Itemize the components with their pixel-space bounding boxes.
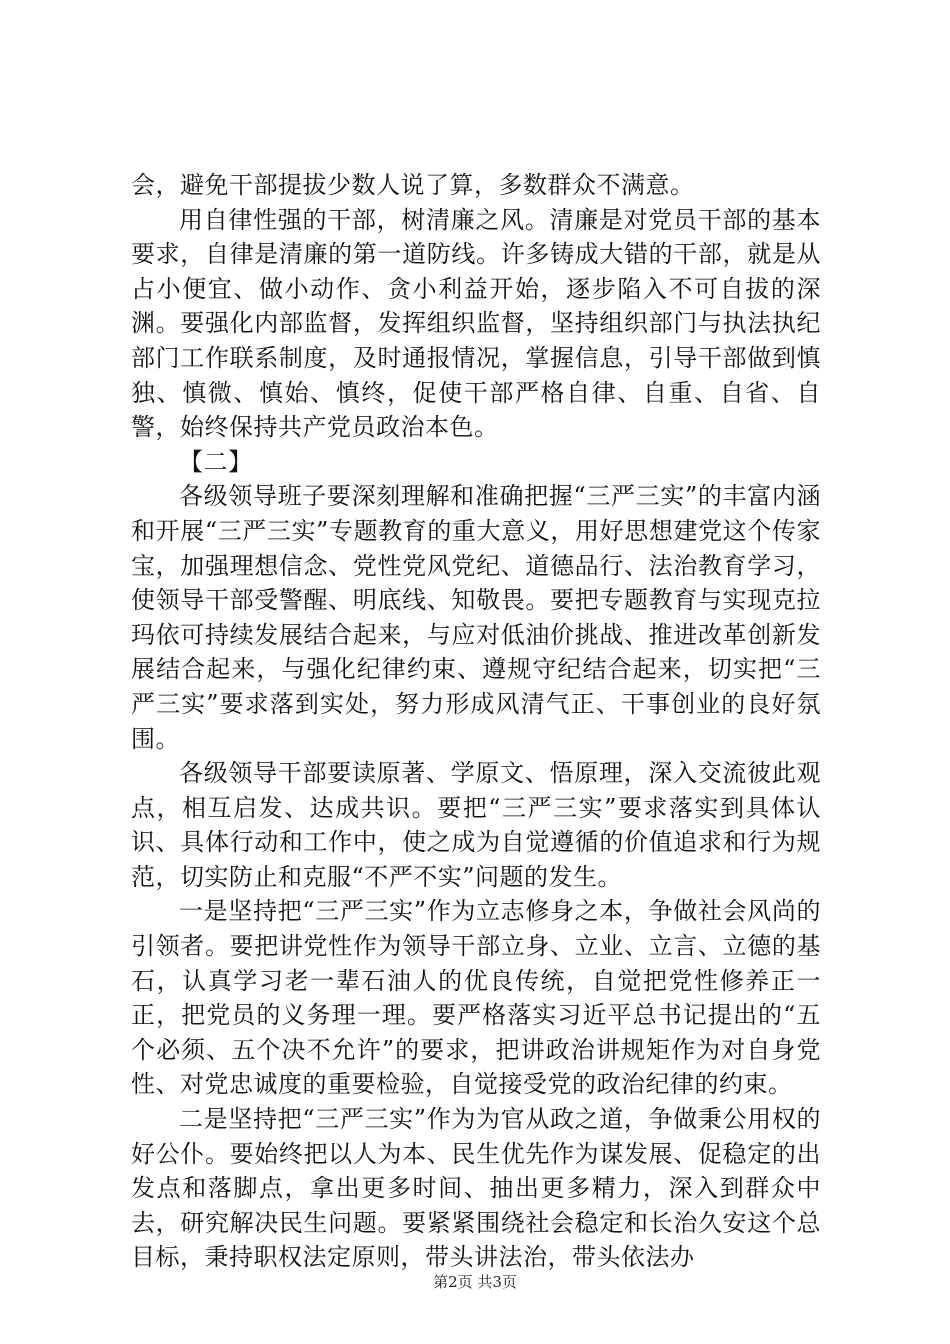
page-number-footer: 第2页 共3页 — [433, 1273, 517, 1291]
paragraph-continuation: 会，避免干部提拔少数人说了算，多数群众不满意。 — [131, 171, 695, 199]
paragraph-point-two: 二是坚持把“三严三实”作为为官从政之道，争做秉公用权的好公仆。要始终把以人为本、民生优先作为谋发展、促稳定的出发点和落脚点，拿出更多时间、抽出更多精力，深入到群众中去，研究解决民生问题。要紧紧围绕社会稳定和长治久安这个总目标，秉持职权法定原则，带头讲法治，带头依法办 — [131, 1105, 821, 1272]
paragraph-point-one: 一是坚持把“三严三实”作为立志修身之本，争做社会风尚的引领者。要把讲党性作为领导干部立身、立业、立言、立德的基石，认真学习老一辈石油人的优良传统，自觉把党性修养正一正，把党员的义务理一理。要严格落实习近平总书记提出的“五个必须、五个决不允许”的要求，把讲政治讲规矩作为对自身党性、对党忠诚度的重要检验，自觉接受党的政治纪律的约束。 — [131, 897, 821, 1099]
paragraph-leading-cadres: 各级领导干部要读原著、学原文、悟原理，深入交流彼此观点，相互启发、达成共识。要把“三严三实”要求落实到具体认识、具体行动和工作中，使之成为自觉遵循的价值追求和行为规范，切实防止和克服“不严不实”问题的发生。 — [131, 759, 821, 891]
paragraph-leadership-groups: 各级领导班子要深刻理解和准确把握“三严三实”的丰富内涵和开展“三严三实”专题教育的重大意义，用好思想建党这个传家宝，加强理想信念、党性党风党纪、道德品行、法治教育学习，使领导干部受警醒、明底线、知敬畏。要把专题教育与实现克拉玛依可持续发展结合起来，与应对低油价挑战、推进改革创新发展结合起来，与强化纪律约束、遵规守纪结合起来，切实把“三严三实”要求落到实处，努力形成风清气正、干事创业的良好氛围。 — [131, 482, 821, 753]
document-body — [131, 168, 821, 1275]
paragraph-self-discipline: 用自律性强的干部，树清廉之风。清廉是对党员干部的基本要求，自律是清廉的第一道防线。许多铸成大错的干部，就是从占小便宜、做小动作、贪小利益开始，逐步陷入不可自拔的深渊。要强化内部监督，发挥组织监督，坚持组织部门与执法执纪部门工作联系制度，及时通报情况，掌握信息，引导干部做到慎独、慎微、慎始、慎终，促使干部严格自律、自重、自省、自警，始终保持共产党员政治本色。 — [131, 205, 821, 442]
section-heading: 【二】 — [179, 447, 253, 476]
